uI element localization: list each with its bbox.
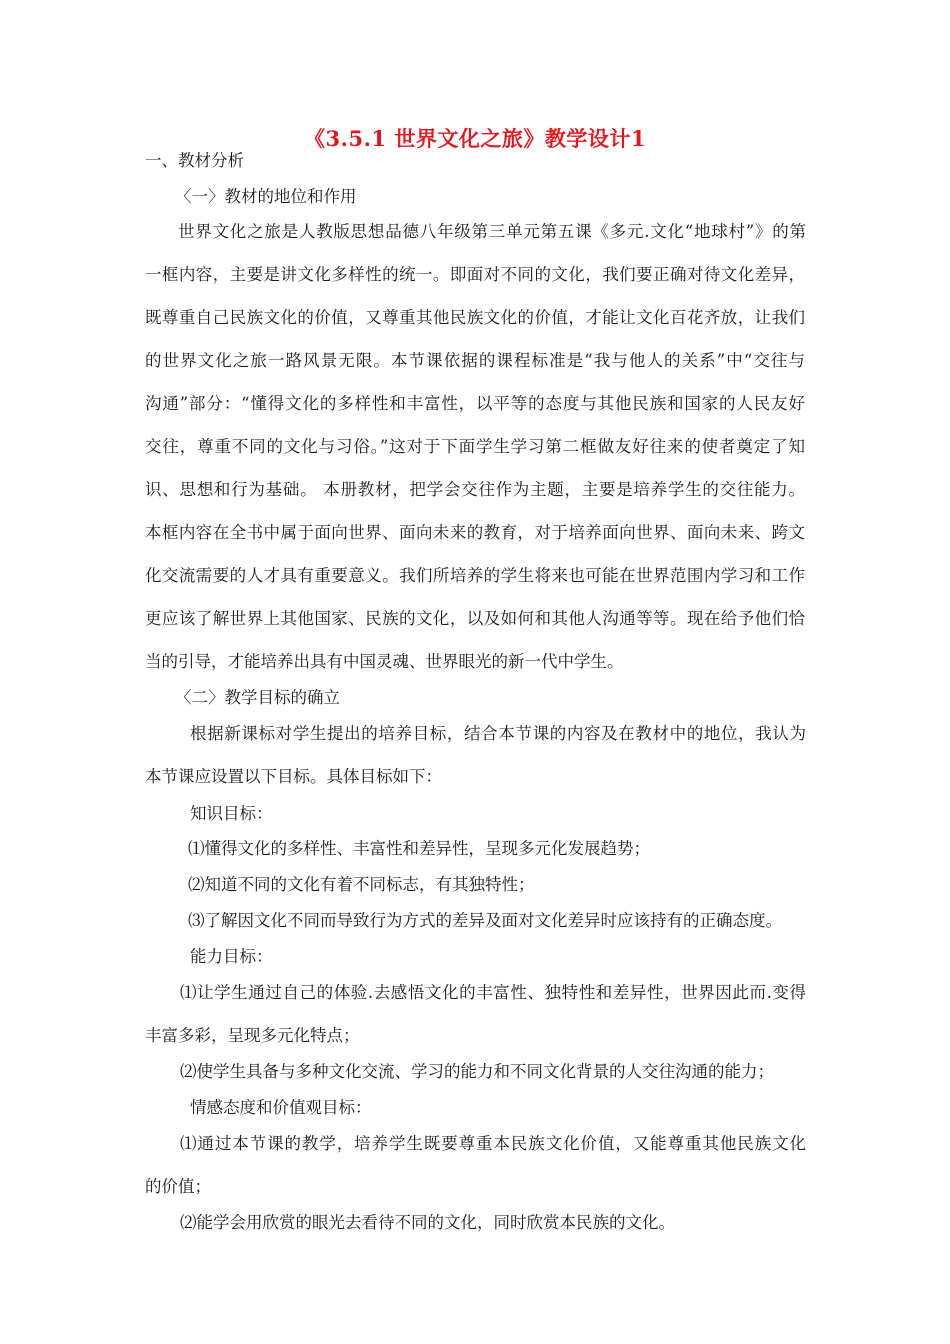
paragraph-line: 一框内容，主要是讲文化多样性的统一。即面对不同的文化，我们要正确对待文化差异， <box>145 265 805 284</box>
knowledge-objectives-heading: 知识目标： <box>190 804 273 823</box>
knowledge-item: ⑶了解因文化不同而导致行为方式的差异及面对文化差异时应该持有的正确态度。 <box>188 911 782 930</box>
emotion-item: ⑵能学会用欣赏的眼光去看待不同的文化，同时欣赏本民族的文化。 <box>180 1213 675 1232</box>
emotion-item-continuation: 的价值； <box>145 1177 211 1196</box>
ability-item: ⑴让学生通过自己的体验.去感悟文化的丰富性、独特性和差异性，世界因此而.变得 <box>180 983 806 1002</box>
document-title: 《3.5.1 世界文化之旅》教学设计1 <box>304 126 646 151</box>
paragraph-line: 根据新课标对学生提出的培养目标，结合本节课的内容及在教材中的地位，我认为 <box>190 724 806 743</box>
emotion-values-objectives-heading: 情感态度和价值观目标： <box>190 1098 372 1117</box>
ability-objectives-heading: 能力目标： <box>190 947 273 966</box>
paragraph-line: 交往，尊重不同的文化与习俗。”这对于下面学生学习第二框做友好往来的使者奠定了知 <box>145 437 805 456</box>
paragraph-line: 本框内容在全书中属于面向世界、面向未来的教育，对于培养面向世界、面向未来、跨文 <box>145 523 805 542</box>
paragraph-line: 当的引导，才能培养出具有中国灵魂、世界眼光的新一代中学生。 <box>145 652 624 671</box>
paragraph-line: 识、思想和行为基础。 本册教材，把学会交往作为主题，主要是培养学生的交往能力。 <box>145 480 805 499</box>
ability-item-continuation: 丰富多彩，呈现多元化特点； <box>145 1026 360 1045</box>
emotion-item: ⑴通过本节课的教学，培养学生既要尊重本民族文化价值，又能尊重其他民族文化 <box>180 1134 806 1153</box>
subheading-position-role: 〈一〉教材的地位和作用 <box>175 187 357 206</box>
paragraph-line: 的世界文化之旅一路风景无限。本节课依据的课程标准是“我与他人的关系”中“交往与 <box>145 351 805 370</box>
subheading-teaching-objectives: 〈二〉教学目标的确立 <box>175 688 340 707</box>
paragraph-line: 既尊重自己民族文化的价值，又尊重其他民族文化的价值，才能让文化百花齐放，让我们 <box>145 308 805 327</box>
paragraph-line: 世界文化之旅是人教版思想品德八年级第三单元第五课《多元.文化“地球村”》的第 <box>178 222 806 241</box>
paragraph-line: 沟通”部分：“懂得文化的多样性和丰富性，以平等的态度与其他民族和国家的人民友好 <box>145 394 805 413</box>
paragraph-line: 化交流需要的人才具有重要意义。我们所培养的学生将来也可能在世界范围内学习和工作 <box>145 566 805 585</box>
paragraph-line: 本节课应设置以下目标。具体目标如下： <box>145 767 442 786</box>
knowledge-item: ⑵知道不同的文化有着不同标志，有其独特性； <box>188 875 535 894</box>
ability-item: ⑵使学生具备与多种文化交流、学习的能力和不同文化背景的人交往沟通的能力； <box>180 1062 774 1081</box>
paragraph-line: 更应该了解世界上其他国家、民族的文化，以及如何和其他人沟通等等。现在给予他们恰 <box>145 609 805 628</box>
knowledge-item: ⑴懂得文化的多样性、丰富性和差异性，呈现多元化发展趋势； <box>188 839 650 858</box>
section-heading-textbook-analysis: 一、教材分析 <box>145 151 244 170</box>
